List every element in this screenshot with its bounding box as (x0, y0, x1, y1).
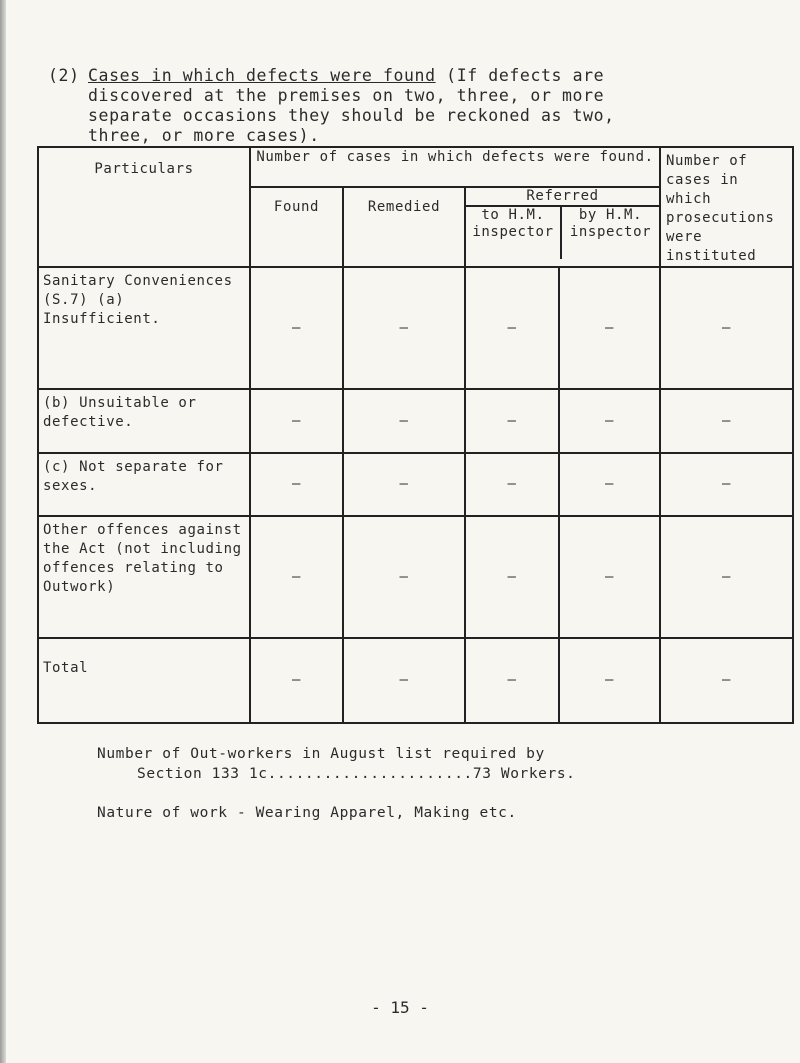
defects-table (37, 146, 794, 724)
header-referred-group (465, 187, 660, 267)
cell-remedied: – (343, 267, 465, 389)
header-by-hm-inspector: by H.M. inspector (569, 206, 652, 240)
row-label: (c) Not separate for sexes. (38, 453, 250, 516)
cell-found: – (250, 516, 343, 638)
cell-by-hm: – (559, 453, 660, 516)
header-number-of-cases: Number of cases in which defects were found. (250, 147, 660, 187)
cell-found: – (250, 453, 343, 516)
cell-remedied: – (343, 516, 465, 638)
section-heading (48, 66, 768, 146)
cell-prosecutions: – (660, 389, 793, 453)
header-remedied: Remedied (343, 187, 465, 267)
cell-prosecutions: – (660, 638, 793, 723)
table-row (38, 267, 793, 389)
section-number: (2) (48, 66, 80, 85)
table-row-total (38, 638, 793, 723)
section-text-line4: three, or more cases). (88, 126, 320, 145)
cell-to-hm: – (465, 267, 559, 389)
cell-by-hm: – (559, 638, 660, 723)
outworkers-line-2: Section 133 1c......................73 Workers. (137, 766, 576, 782)
header-row-1 (38, 147, 793, 187)
header-found: Found (250, 187, 343, 267)
row-label: Other offences against the Act (not including offences relating to Outwork) (38, 516, 250, 638)
section-text-line2: discovered at the premises on two, three, or more (88, 86, 605, 105)
cell-found: – (250, 389, 343, 453)
table-row (38, 389, 793, 453)
cell-to-hm: – (465, 516, 559, 638)
cell-remedied: – (343, 453, 465, 516)
cell-prosecutions: – (660, 267, 793, 389)
cell-remedied: – (343, 389, 465, 453)
section-text-line3: separate occasions they should be reckoned as two, (88, 106, 615, 125)
cell-by-hm: – (559, 516, 660, 638)
header-referred: Referred (466, 188, 659, 207)
cell-to-hm: – (465, 453, 559, 516)
cell-by-hm: – (559, 389, 660, 453)
outworkers-line-1: Number of Out-workers in August list required by (97, 746, 545, 762)
header-prosecutions: Number of cases in which prosecutions were instituted (660, 147, 793, 267)
section-title-rest: (If defects are (446, 66, 605, 85)
header-to-hm-inspector: to H.M. inspector (466, 207, 562, 259)
row-label: (b) Unsuitable or defective. (38, 389, 250, 453)
nature-of-work: Nature of work - Wearing Apparel, Making etc. (97, 805, 517, 821)
cell-by-hm: – (559, 267, 660, 389)
table-row (38, 516, 793, 638)
table-row (38, 453, 793, 516)
row-label: Total (38, 638, 250, 723)
row-label: Sanitary Conveniences (S.7) (a) Insufficient. (38, 267, 250, 389)
cell-remedied: – (343, 638, 465, 723)
page-number: - 15 - (371, 998, 429, 1017)
cell-to-hm: – (465, 638, 559, 723)
cell-prosecutions: – (660, 516, 793, 638)
cell-found: – (250, 638, 343, 723)
section-title: Cases in which defects were found (88, 66, 436, 85)
header-particulars: Particulars (38, 147, 250, 267)
cell-to-hm: – (465, 389, 559, 453)
cell-prosecutions: – (660, 453, 793, 516)
cell-found: – (250, 267, 343, 389)
scan-edge (0, 0, 6, 1063)
